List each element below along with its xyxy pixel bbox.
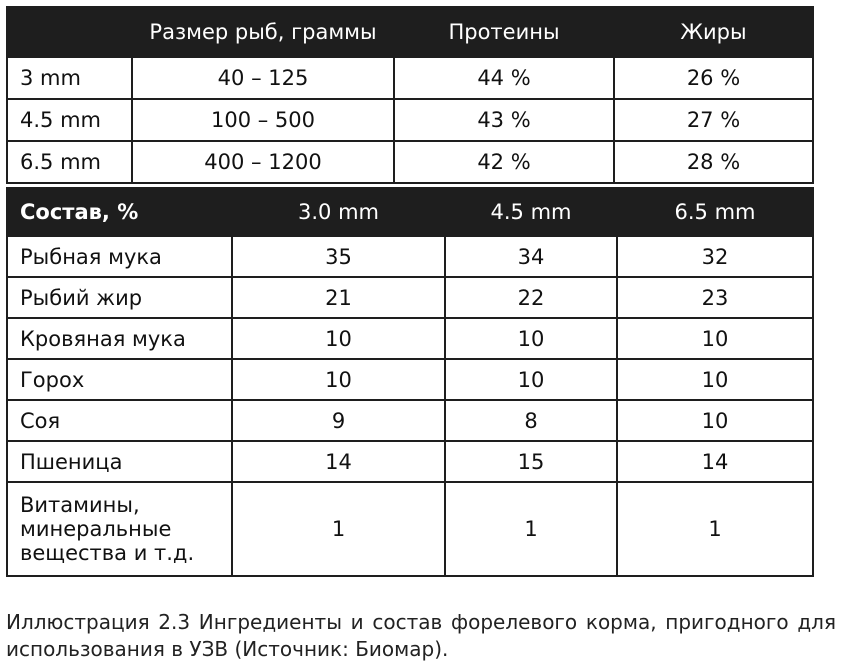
table-row (7, 236, 813, 277)
value-cell: 10 (445, 359, 617, 400)
fat-cell: 28 % (614, 141, 813, 183)
table-row (7, 400, 813, 441)
table-row (7, 441, 813, 482)
header-fish-size: Размер рыб, граммы (132, 7, 394, 57)
table-row (7, 99, 813, 141)
header-size-6-5mm: 6.5 mm (617, 188, 813, 236)
header-size-4-5mm: 4.5 mm (445, 188, 617, 236)
value-cell: 8 (445, 400, 617, 441)
fish-weight-cell: 40 – 125 (132, 57, 394, 99)
table-row (7, 57, 813, 99)
ingredient-cell: Соя (7, 400, 232, 441)
value-cell: 10 (232, 359, 445, 400)
table-row (7, 141, 813, 183)
table-row (7, 318, 813, 359)
fat-cell: 27 % (614, 99, 813, 141)
table-row (7, 482, 813, 576)
pellet-size-cell: 3 mm (7, 57, 132, 99)
header-protein: Протеины (394, 7, 614, 57)
value-cell: 1 (617, 482, 813, 576)
fat-cell: 26 % (614, 57, 813, 99)
value-cell: 10 (232, 318, 445, 359)
value-cell: 32 (617, 236, 813, 277)
value-cell: 35 (232, 236, 445, 277)
header-fat: Жиры (614, 7, 813, 57)
header-size-3mm: 3.0 mm (232, 188, 445, 236)
feed-composition-table (6, 187, 814, 577)
value-cell: 14 (617, 441, 813, 482)
value-cell: 21 (232, 277, 445, 318)
fish-weight-cell: 400 – 1200 (132, 141, 394, 183)
header-cell (7, 7, 132, 57)
value-cell: 14 (232, 441, 445, 482)
protein-cell: 43 % (394, 99, 614, 141)
value-cell: 9 (232, 400, 445, 441)
figure-caption: Иллюстрация 2.3 Ингредиенты и состав форелевого корма, пригодного для использования в УЗВ (Источник: Биомар). (6, 610, 836, 661)
pellet-size-cell: 6.5 mm (7, 141, 132, 183)
table-row (7, 359, 813, 400)
value-cell: 10 (617, 400, 813, 441)
ingredient-cell: Кровяная мука (7, 318, 232, 359)
table-row (7, 277, 813, 318)
fish-weight-cell: 100 – 500 (132, 99, 394, 141)
table-header-row (7, 7, 813, 57)
value-cell: 1 (232, 482, 445, 576)
ingredient-cell: Рыбий жир (7, 277, 232, 318)
value-cell: 15 (445, 441, 617, 482)
ingredient-cell: Пшеница (7, 441, 232, 482)
value-cell: 10 (445, 318, 617, 359)
protein-cell: 42 % (394, 141, 614, 183)
value-cell: 10 (617, 318, 813, 359)
pellet-size-cell: 4.5 mm (7, 99, 132, 141)
value-cell: 23 (617, 277, 813, 318)
value-cell: 1 (445, 482, 617, 576)
protein-cell: 44 % (394, 57, 614, 99)
header-composition: Состав, % (7, 188, 232, 236)
pellet-size-table (6, 6, 814, 184)
ingredient-cell: Рыбная мука (7, 236, 232, 277)
value-cell: 34 (445, 236, 617, 277)
table-header-row (7, 188, 813, 236)
ingredient-cell: Витамины, минеральные вещества и т.д. (7, 482, 232, 576)
value-cell: 22 (445, 277, 617, 318)
ingredient-cell: Горох (7, 359, 232, 400)
value-cell: 10 (617, 359, 813, 400)
